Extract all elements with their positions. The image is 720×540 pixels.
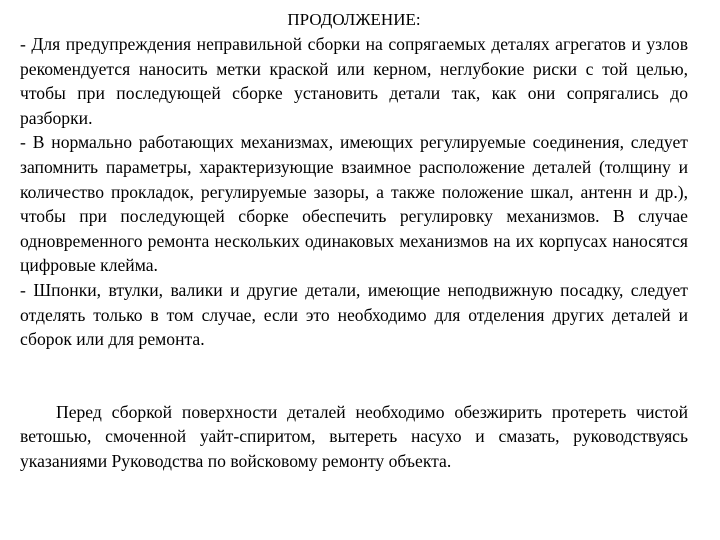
document-title: ПРОДОЛЖЕНИЕ: — [287, 10, 421, 29]
paragraph-spacer — [20, 352, 688, 400]
paragraph-marking: - Для предупреждения неправильной сборки на сопрягаемых деталях агрегатов и узлов рекомендуется наносить метки краской или керном, неглубокие риски с той целью, чтобы при последующей сборке установить детали так, как они сопрягались до разборки. — [20, 34, 688, 128]
document-page — [20, 8, 688, 474]
paragraph-keys: - Шпонки, втулки, валики и другие детали, имеющие неподвижную посадку, следует отделять только в том случае, если это необходимо для отделения других деталей и сборок или для ремонта. — [20, 279, 688, 350]
paragraph-degreasing: Перед сборкой поверхности деталей необходимо обезжирить протереть чистой ветошью, смоченной уайт-спиритом, вытереть насухо и смазать, руководствуясь указаниями Руководства по войсковому ремонту объекта. — [20, 401, 688, 471]
paragraph-parameters: - В нормально работающих механизмах, имеющих регулируемые соединения, следует запомнить параметры, характеризующие взаимное расположение деталей (толщину и количество прокладок, регулируемые зазоры, а также положение шкал, антенн и др.), чтобы при последующей сборке обеспечить регулировку механизмов. В случае одновременного ремонта нескольких одинаковых механизмов на их корпусах наносятся цифровые клейма. — [20, 132, 688, 276]
